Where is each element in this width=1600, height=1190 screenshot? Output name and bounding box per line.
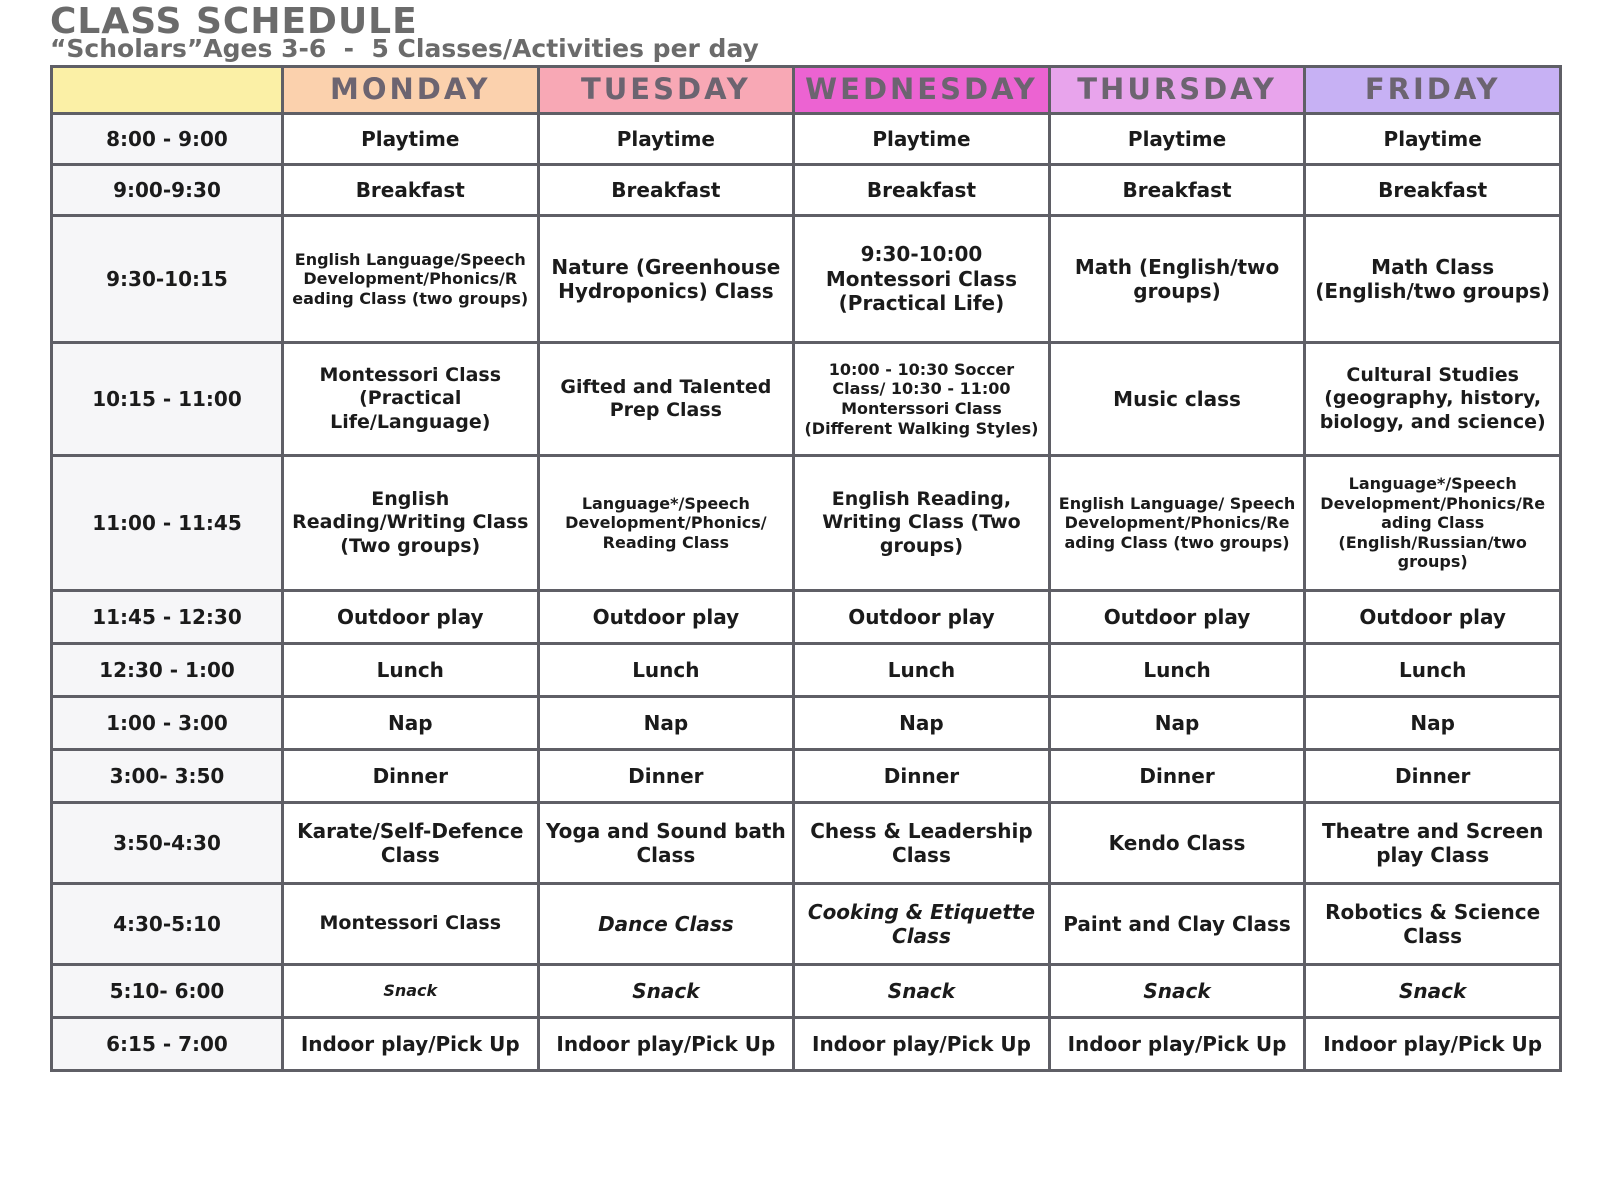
activity-cell-thursday: Breakfast xyxy=(1049,165,1305,216)
activity-cell-friday: Playtime xyxy=(1305,114,1561,165)
activity-cell-wednesday: Playtime xyxy=(794,114,1050,165)
activity-cell-thursday: Outdoor play xyxy=(1049,591,1305,644)
activity-cell-wednesday: Snack xyxy=(794,965,1050,1018)
activity-cell-friday: Breakfast xyxy=(1305,165,1561,216)
activity-cell-thursday: English Language/ Speech Development/Phonics/Re ading Class (two groups) xyxy=(1049,456,1305,591)
schedule-row xyxy=(52,591,1561,644)
activity-cell-monday: Breakfast xyxy=(282,165,538,216)
activity-cell-friday: Lunch xyxy=(1305,644,1561,697)
activity-cell-tuesday: Language*/Speech Development/Phonics/ Reading Class xyxy=(538,456,794,591)
page-title: CLASS SCHEDULE xyxy=(50,1,418,42)
activity-cell-thursday: Dinner xyxy=(1049,750,1305,803)
activity-cell-friday: Outdoor play xyxy=(1305,591,1561,644)
activity-cell-tuesday: Playtime xyxy=(538,114,794,165)
time-slot-cell: 9:30-10:15 xyxy=(52,216,283,343)
activity-cell-wednesday: Outdoor play xyxy=(794,591,1050,644)
activity-cell-monday: English Language/Speech Development/Phonics/R eading Class (two groups) xyxy=(282,216,538,343)
schedule-row xyxy=(52,114,1561,165)
day-header-monday: MONDAY xyxy=(282,67,538,114)
activity-cell-monday: Dinner xyxy=(282,750,538,803)
activity-cell-friday: Math Class (English/two groups) xyxy=(1305,216,1561,343)
activity-cell-wednesday: Dinner xyxy=(794,750,1050,803)
activity-cell-monday: Nap xyxy=(282,697,538,750)
activity-cell-monday: English Reading/Writing Class (Two groups) xyxy=(282,456,538,591)
activity-cell-tuesday: Outdoor play xyxy=(538,591,794,644)
schedule-row xyxy=(52,456,1561,591)
activity-cell-thursday: Indoor play/Pick Up xyxy=(1049,1018,1305,1071)
activity-cell-wednesday: English Reading, Writing Class (Two groups) xyxy=(794,456,1050,591)
activity-cell-tuesday: Indoor play/Pick Up xyxy=(538,1018,794,1071)
activity-cell-wednesday: 10:00 - 10:30 Soccer Class/ 10:30 - 11:00 Monterssori Class (Different Walking Styles) xyxy=(794,343,1050,456)
time-slot-cell: 10:15 - 11:00 xyxy=(52,343,283,456)
activity-cell-thursday: Music class xyxy=(1049,343,1305,456)
activity-cell-thursday: Math (English/two groups) xyxy=(1049,216,1305,343)
schedule-row xyxy=(52,1018,1561,1071)
day-header-friday: FRIDAY xyxy=(1305,67,1561,114)
time-slot-cell: 12:30 - 1:00 xyxy=(52,644,283,697)
activity-cell-tuesday: Snack xyxy=(538,965,794,1018)
activity-cell-friday: Dinner xyxy=(1305,750,1561,803)
activity-cell-tuesday: Yoga and Sound bath Class xyxy=(538,803,794,884)
activity-cell-thursday: Kendo Class xyxy=(1049,803,1305,884)
schedule-row xyxy=(52,884,1561,965)
schedule-row xyxy=(52,343,1561,456)
activity-cell-friday: Indoor play/Pick Up xyxy=(1305,1018,1561,1071)
activity-cell-thursday: Playtime xyxy=(1049,114,1305,165)
activity-cell-friday: Theatre and Screen play Class xyxy=(1305,803,1561,884)
time-slot-cell: 9:00-9:30 xyxy=(52,165,283,216)
activity-cell-tuesday: Dinner xyxy=(538,750,794,803)
schedule-row xyxy=(52,216,1561,343)
activity-cell-wednesday: Cooking & Etiquette Class xyxy=(794,884,1050,965)
activity-cell-wednesday: Nap xyxy=(794,697,1050,750)
activity-cell-friday: Snack xyxy=(1305,965,1561,1018)
time-slot-cell: 1:00 - 3:00 xyxy=(52,697,283,750)
activity-cell-friday: Nap xyxy=(1305,697,1561,750)
time-slot-cell: 3:50-4:30 xyxy=(52,803,283,884)
activity-cell-tuesday: Lunch xyxy=(538,644,794,697)
activity-cell-monday: Montessori Class xyxy=(282,884,538,965)
activity-cell-monday: Playtime xyxy=(282,114,538,165)
activity-cell-thursday: Paint and Clay Class xyxy=(1049,884,1305,965)
activity-cell-monday: Snack xyxy=(282,965,538,1018)
activity-cell-monday: Karate/Self-Defence Class xyxy=(282,803,538,884)
activity-cell-monday: Indoor play/Pick Up xyxy=(282,1018,538,1071)
activity-cell-tuesday: Dance Class xyxy=(538,884,794,965)
time-slot-cell: 3:00- 3:50 xyxy=(52,750,283,803)
schedule-table xyxy=(50,65,1562,1072)
time-slot-cell: 4:30-5:10 xyxy=(52,884,283,965)
activity-cell-tuesday: Nap xyxy=(538,697,794,750)
day-header-thursday: THURSDAY xyxy=(1049,67,1305,114)
schedule-row xyxy=(52,165,1561,216)
time-slot-cell: 11:00 - 11:45 xyxy=(52,456,283,591)
day-header-tuesday: TUESDAY xyxy=(538,67,794,114)
activity-cell-monday: Outdoor play xyxy=(282,591,538,644)
activity-cell-tuesday: Gifted and Talented Prep Class xyxy=(538,343,794,456)
activity-cell-thursday: Lunch xyxy=(1049,644,1305,697)
page-subtitle: “Scholars”Ages 3-6 - 5 Classes/Activities per day xyxy=(50,34,759,63)
time-slot-cell: 8:00 - 9:00 xyxy=(52,114,283,165)
schedule-row xyxy=(52,965,1561,1018)
activity-cell-wednesday: 9:30-10:00 Montessori Class (Practical Life) xyxy=(794,216,1050,343)
activity-cell-monday: Lunch xyxy=(282,644,538,697)
schedule-row xyxy=(52,750,1561,803)
activity-cell-wednesday: Breakfast xyxy=(794,165,1050,216)
time-slot-cell: 11:45 - 12:30 xyxy=(52,591,283,644)
time-slot-cell: 6:15 - 7:00 xyxy=(52,1018,283,1071)
activity-cell-thursday: Snack xyxy=(1049,965,1305,1018)
activity-cell-monday: Montessori Class (Practical Life/Language) xyxy=(282,343,538,456)
activity-cell-friday: Language*/Speech Development/Phonics/Re ading Class (English/Russian/two groups) xyxy=(1305,456,1561,591)
schedule-row xyxy=(52,803,1561,884)
day-header-row xyxy=(52,67,1561,114)
day-header-wednesday: WEDNESDAY xyxy=(794,67,1050,114)
activity-cell-wednesday: Indoor play/Pick Up xyxy=(794,1018,1050,1071)
schedule-row xyxy=(52,644,1561,697)
activity-cell-thursday: Nap xyxy=(1049,697,1305,750)
activity-cell-friday: Cultural Studies (geography, history, biology, and science) xyxy=(1305,343,1561,456)
activity-cell-wednesday: Lunch xyxy=(794,644,1050,697)
schedule-row xyxy=(52,697,1561,750)
activity-cell-tuesday: Nature (Greenhouse Hydroponics) Class xyxy=(538,216,794,343)
header-corner-cell xyxy=(52,67,283,114)
activity-cell-tuesday: Breakfast xyxy=(538,165,794,216)
activity-cell-friday: Robotics & Science Class xyxy=(1305,884,1561,965)
time-slot-cell: 5:10- 6:00 xyxy=(52,965,283,1018)
activity-cell-wednesday: Chess & Leadership Class xyxy=(794,803,1050,884)
